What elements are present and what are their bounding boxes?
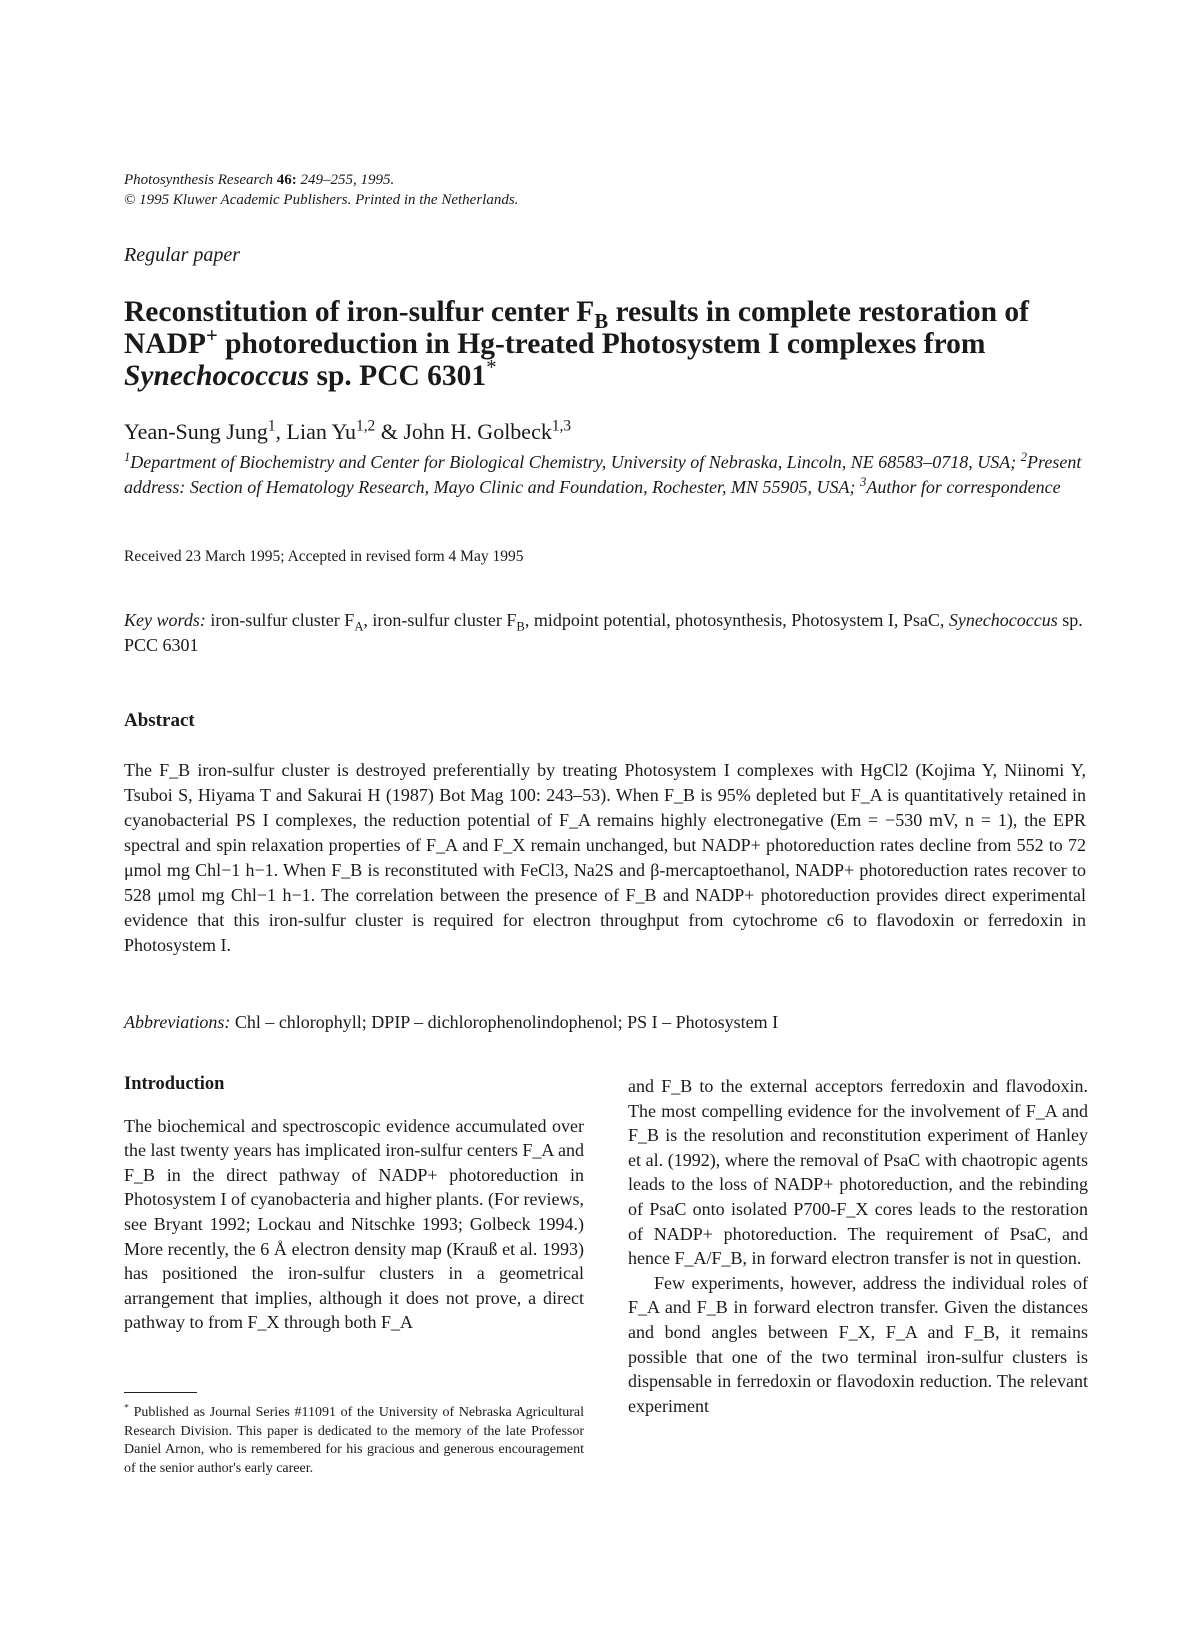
footnote-rule [124,1392,197,1393]
abbreviations: Abbreviations: Chl – chlorophyll; DPIP – dichlorophenolindophenol; PS I – Photosystem I [124,1012,779,1032]
received-dates: Received 23 March 1995; Accepted in revised form 4 May 1995 [124,548,524,565]
intro-paragraph-3: Few experiments, however, address the individual roles of F_A and F_B in forward electron transfer. Given the distances and bond angles between F_X, F_A and F_B, it remains possible that one of the two terminal iron-sulfur clusters is dispensable in ferredoxin or flavodoxin reduction. The relevant experiment [628,1272,1088,1416]
right-column [628,1074,1088,1418]
journal-volume: 46: [276,172,297,188]
journal-pages: 249–255, 1995. [300,172,395,188]
intro-paragraph-2: and F_B to the external acceptors ferredoxin and flavodoxin. The most compelling evidence for the involvement of F_A and F_B is the resolution and reconstitution experiment of Hanley et al. (1992), where the removal of PsaC with chaotropic agents leads to the loss of NADP+ photoreduction, and the rebinding of PsaC onto isolated P700-F_X cores leads to the restoration of NADP+ photoreduction. The requirement of PsaC, and hence F_A/F_B, in forward electron transfer is not in question. [628,1076,1088,1269]
keywords: Key words: iron-sulfur cluster $F_A$, iron-sulfur cluster $F_B$, midpoint potential, photosynthesis, Photosystem I, PsaC, Synechococcus sp. PCC 6301 [124,610,1083,655]
copyright-line: © 1995 Kluwer Academic Publishers. Printed in the Netherlands. [124,192,519,208]
left-column [124,1072,584,1335]
paper-title: Reconstitution of iron-sulfur center $F_B$ results in complete restoration of NADP+ photoreduction in Hg-treated Photosystem I complexes from Synechococcus sp. PCC 6301* [124,296,1029,392]
affiliations: $^1$Department of Biochemistry and Center for Biological Chemistry, University of Nebraska, Lincoln, NE 68583–0718, USA; $^2$Present address: Section of Hematology Research, Mayo Clinic and Foundation, Rochester, MN 55905, USA; $^3$Author for correspondence [124,450,1082,497]
paper-type: Regular paper [124,244,241,266]
introduction-heading: Introduction [124,1074,225,1094]
author-list: Yean-Sung Jung$^1$, Lian Yu$^{1,2}$ & John H. Golbeck$^{1,3}$ [124,417,572,444]
journal-name: Photosynthesis Research [124,172,273,188]
journal-header [124,170,518,210]
footnote: * Published as Journal Series #11091 of the University of Nebraska Agricultural Research Division. This paper is dedicated to the memory of the late Professor Daniel Arnon, who is remembered for his gracious and generous encouragement of the senior author's early career. [124,1402,584,1476]
journal-citation [124,170,518,190]
intro-paragraph-1: The biochemical and spectroscopic evidence accumulated over the last twenty years has implicated iron-sulfur centers F_A and F_B in the direct pathway of NADP+ photoreduction in Photosystem I of cyanobacteria and higher plants. (For reviews, see Bryant 1992; Lockau and Nitschke 1993; Golbeck 1994.) More recently, the 6 Å electron density map (Krauß et al. 1993) has positioned the iron-sulfur clusters in a geometrical arrangement that implies, although it does not prove, a direct pathway to from F_X through both F_A [124,1115,584,1333]
abstract-body: The F_B iron-sulfur cluster is destroyed preferentially by treating Photosystem I complexes with HgCl2 (Kojima Y, Niinomi Y, Tsuboi S, Hiyama T and Sakurai H (1987) Bot Mag 100: 243–53). When F_B is 95% depleted but F_A is quantitatively retained in cyanobacterial PS I complexes, the reduction potential of F_A remains highly electronegative (Em = −530 mV, n = 1), the EPR spectral and spin relaxation properties of F_A and F_X remain unchanged, but NADP+ photoreduction rates decline from 552 to 72 μmol mg Chl−1 h−1. When F_B is reconstituted with FeCl3, Na2S and β-mercaptoethanol, NADP+ photoreduction rates recover to 528 μmol mg Chl−1 h−1. The correlation between the presence of F_B and NADP+ photoreduction provides direct experimental evidence that this iron-sulfur cluster is required for electron throughput from cytochrome c6 to flavodoxin or ferredoxin in Photosystem I. [124,760,1086,955]
abstract-heading: Abstract [124,710,195,731]
